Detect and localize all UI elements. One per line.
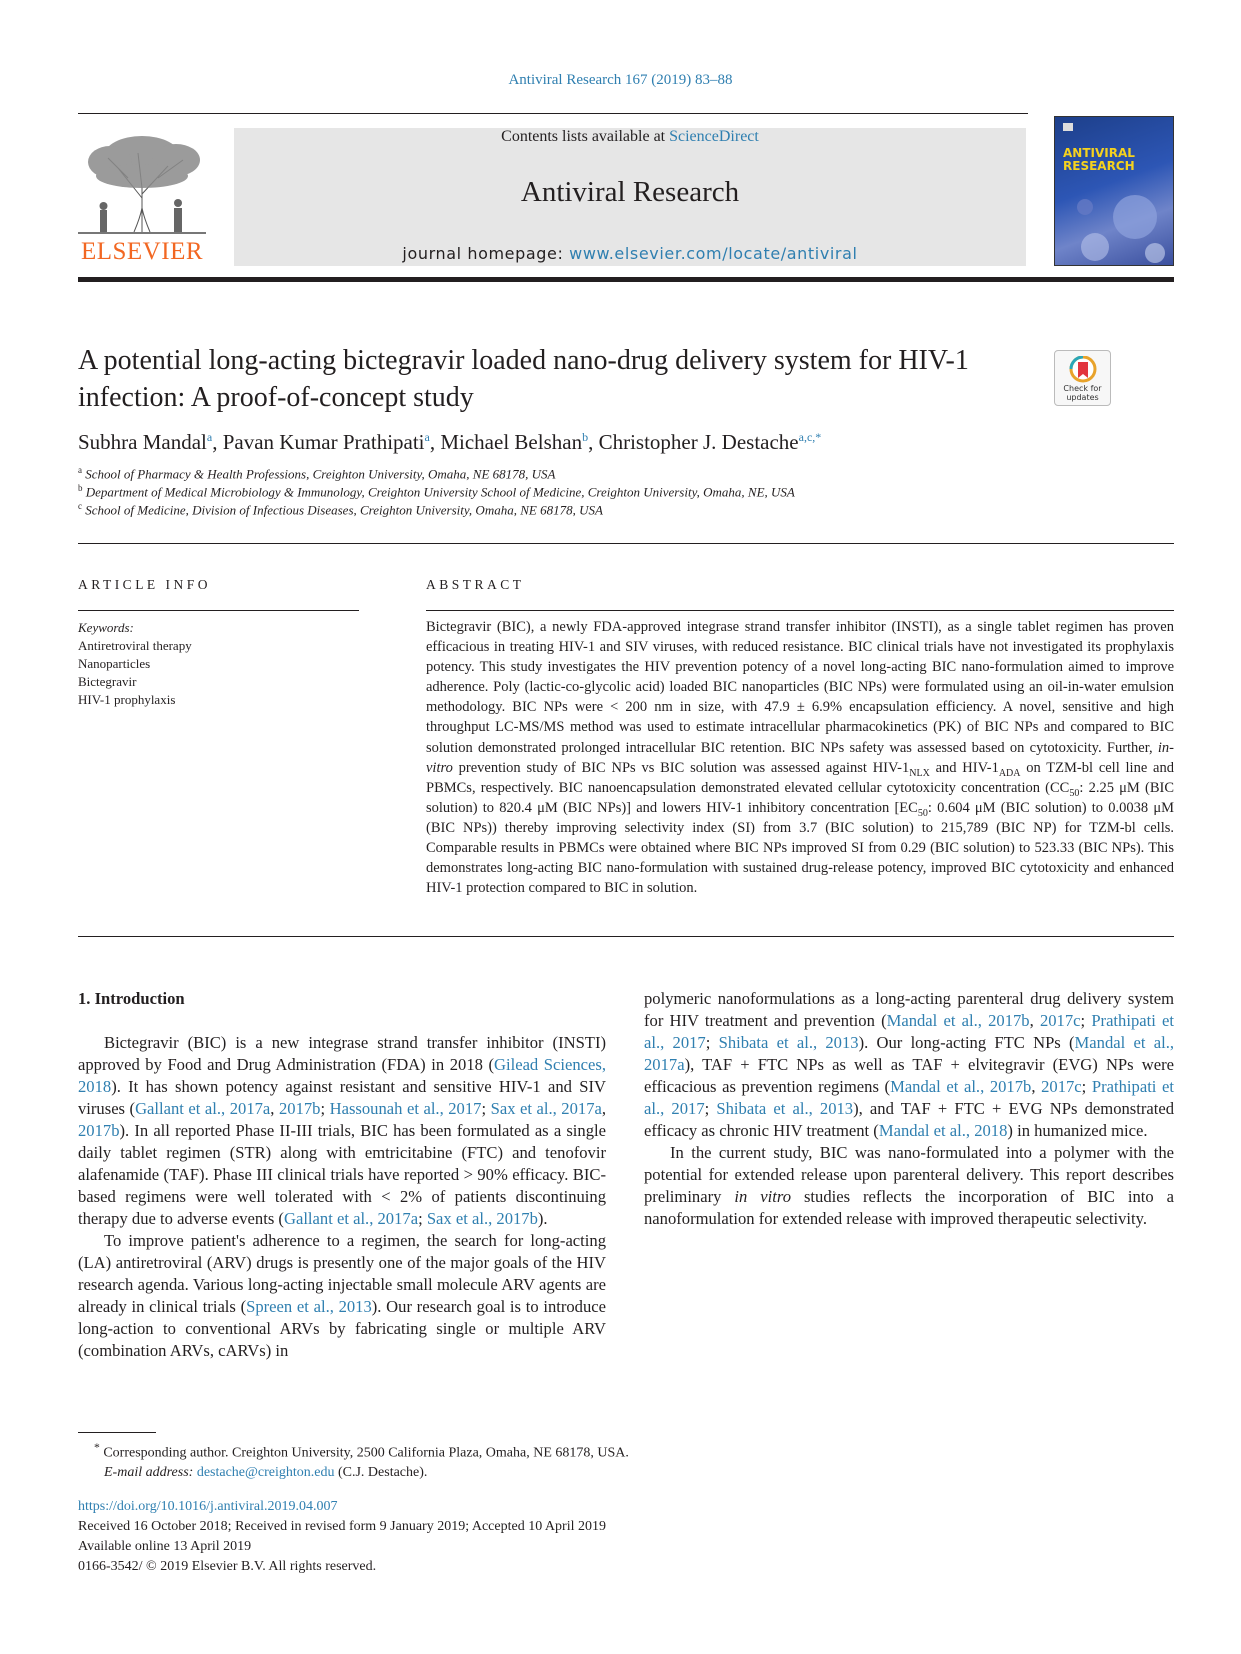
contents-prefix: Contents lists available at — [501, 128, 670, 145]
article-title: A potential long-acting bictegravir loaded nano-drug delivery system for HIV-1 infection: A proof-of-concept study — [78, 345, 969, 413]
sciencedirect-link[interactable]: ScienceDirect — [669, 128, 759, 145]
keyword[interactable]: Bictegravir — [78, 674, 137, 689]
affiliation-mark: c — [78, 501, 82, 511]
paragraph-text: To improve patient's adherence to a regimen, the search for long-acting (LA) antiretroviral (ARV) drugs is presently one of the major goals of the HIV research agenda. Various long-acting injectable small molecule ARV agents are already in clinical trials ( — [78, 1231, 606, 1316]
author-affil-mark[interactable]: b — [582, 430, 589, 444]
affiliation-mark: a — [78, 465, 82, 475]
body-column-right — [644, 988, 1174, 1230]
journal-cover-image[interactable] — [1054, 116, 1174, 266]
affiliation-text: School of Medicine, Division of Infectious Diseases, Creighton University, Omaha, NE 68178, USA — [85, 502, 603, 518]
citation-link[interactable]: Mandal et al., 2017a — [644, 1033, 1174, 1074]
elsevier-wordmark: ELSEVIER — [80, 238, 204, 265]
citation-link[interactable]: Gallant et al., 2017a — [283, 1209, 419, 1228]
article-info-heading: ARTICLE INFO — [78, 577, 212, 592]
abstract-subscript: 50 — [917, 807, 928, 819]
author-name[interactable]: Christopher J. Destache — [598, 430, 799, 454]
header-top-rule — [78, 113, 1028, 114]
keywords-label: Keywords: — [78, 620, 134, 635]
abstract-segment: and HIV-1 — [929, 759, 999, 776]
bookmark-badge-icon — [1069, 356, 1097, 386]
contents-line — [234, 128, 1026, 146]
abstract-segment: prevention study of BIC NPs vs BIC solution was assessed against HIV-1 — [452, 759, 910, 776]
affiliation-rule — [78, 543, 1174, 544]
affiliation-b — [78, 483, 1078, 500]
keyword[interactable]: HIV-1 prophylaxis — [78, 692, 176, 707]
received-dates: Received 16 October 2018; Received in revised form 9 January 2019; Accepted 10 April 2019 — [78, 1519, 606, 1534]
paragraph-text: ), and TAF + FTC + EVG NPs demonstrated efficacy as chronic HIV treatment ( — [644, 1099, 1175, 1140]
intro-paragraph-3 — [644, 1142, 1174, 1230]
paragraph-text: ). — [537, 1209, 548, 1228]
abstract-segment: : 0.604 μM (BIC solution) to 0.0038 μM (BIC NPs)) thereby improving selectivity index (SI) from 3.7 (BIC solution) to 215,789 (BIC NP) for TZM-bl cells. Comparable results in PBMCs were obtained where BIC NPs improved SI from 0.29 (BIC solution) to 523.33 (BIC NPs). This demonstrates long-acting BIC nano-formulation with sustained drug-release potency, improved BIC cytotoxicity and enhanced HIV-1 protection compared to BIC in solution. — [426, 799, 1174, 897]
author-name[interactable]: Subhra Mandal — [78, 430, 207, 454]
doi-link[interactable]: https://doi.org/10.1016/j.antiviral.2019.04.007 — [78, 1499, 338, 1514]
citation-link[interactable]: 2017c — [1039, 1011, 1081, 1030]
footnote-rule — [78, 1432, 156, 1433]
italic-text: in vitro — [734, 1187, 791, 1206]
citation-link[interactable]: Shibata et al., 2013 — [718, 1033, 859, 1052]
check-for-updates-label: Check for updates — [1063, 384, 1102, 402]
affiliation-text: School of Pharmacy & Health Professions, Creighton University, Omaha, NE 68178, USA — [85, 466, 556, 482]
keyword[interactable]: Antiretroviral therapy — [78, 638, 192, 653]
journal-banner — [234, 128, 1026, 266]
email-suffix: (C.J. Destache). — [334, 1464, 428, 1480]
paragraph-text: , — [1029, 1011, 1040, 1030]
citation-link[interactable]: Mandal et al., 2017b — [890, 1077, 1032, 1096]
abstract-end-rule — [78, 936, 1174, 937]
abstract-subscript: 50 — [1069, 787, 1080, 799]
cover-logo-icon — [1063, 123, 1073, 131]
paragraph-text: ; — [1080, 1011, 1092, 1030]
citation-link[interactable]: Mandal et al., 2018 — [878, 1121, 1008, 1140]
paragraph-text: , — [1031, 1077, 1042, 1096]
abstract-segment: Bictegravir (BIC), a newly FDA-approved integrase strand transfer inhibitor (INSTI), as a single tablet regimen has proven efficacious in treating HIV-1 and SIV viruses, with reduced resistance. BIC clinical trials have not investigated its prophylaxis potency. This study investigates the HIV prevention potency of a novel long-acting BIC nano-formulation aimed to improve adherence. Poly (lactic-co-glycolic acid) loaded BIC nanoparticles (BIC NPs) were formulated using an oil-in-water emulsion methodology. BIC NPs were < 200 nm in size, with 47.9 ± 6.9% encapsulation efficiency. A novel, sensitive and high throughput LC-MS/MS method was used to estimate intracellular pharmacokinetics (PK) of BIC NPs and compared to BIC solution demonstrated prolonged intracellular BIC retention. BIC NPs safety was assessed based on cytotoxicity. Further, — [426, 619, 1174, 756]
homepage-line — [234, 244, 1026, 263]
abstract-segment: : 2.25 μM (BIC solution) to 820.4 μM (BIC NPs)] and lowers HIV-1 inhibitory concentration [EC — [426, 779, 1174, 816]
author-affil-mark[interactable]: a — [206, 430, 213, 444]
paragraph-text: studies reflects the incorporation of BIC into a nanoformulation for extended release with improved therapeutic selectivity. — [644, 1187, 1175, 1228]
corresponding-author-text: Corresponding author. Creighton University, 2500 California Plaza, Omaha, NE 68178, USA. — [99, 1445, 629, 1461]
author-list: Subhra Mandal$^a$, Pavan Kumar Prathipati$^a$, Michael Belshan$^b$, Christopher J. Destache$^{a,c,*}$ — [78, 430, 822, 454]
affiliation-mark: b — [78, 483, 83, 493]
journal-name: Antiviral Research — [520, 176, 740, 208]
abstract-heading: ABSTRACT — [426, 577, 525, 592]
corresponding-author-note — [78, 1438, 1078, 1482]
citation-link[interactable]: Spreen et al., 2013 — [246, 1297, 372, 1316]
copyright-line: 0166-3542/ © 2019 Elsevier B.V. All rights reserved. — [78, 1559, 377, 1574]
citation-link[interactable]: Gilead Sciences, 2018 — [78, 1055, 606, 1096]
intro-paragraph-2 — [78, 1230, 606, 1362]
elsevier-logo — [78, 128, 206, 266]
affiliation-a — [78, 465, 1078, 482]
author-name[interactable]: Pavan Kumar Prathipati — [222, 430, 425, 454]
paragraph-text: ; — [704, 1099, 717, 1118]
header-thick-rule — [78, 277, 1174, 282]
abstract-text — [426, 617, 1174, 898]
author-name[interactable]: Michael Belshan — [440, 430, 583, 454]
citation-link[interactable]: Prathipati et al., 2017 — [644, 1077, 1174, 1118]
paragraph-text: polymeric nanoformulations as a long-acting parenteral drug delivery system for HIV treatment and prevention ( — [644, 989, 1174, 1030]
paragraph-text: ) in humanized mice. — [1007, 1121, 1148, 1140]
keywords-block — [78, 619, 358, 709]
journal-homepage-link[interactable]: www.elsevier.com/locate/antiviral — [569, 244, 858, 263]
citation-link[interactable]: 2017b — [78, 1121, 120, 1140]
citation-link[interactable]: Mandal et al., 2017b — [886, 1011, 1030, 1030]
cover-virus-art-icon — [1055, 177, 1174, 266]
paragraph-text: Bictegravir (BIC) is a new integrase strand transfer inhibitor (INSTI) approved by Food and Drug Administration (FDA) in 2018 ( — [78, 1033, 606, 1074]
intro-paragraph-2-continued — [644, 988, 1174, 1142]
email-label: E-mail address: — [104, 1464, 194, 1480]
section-heading-introduction: 1. Introduction — [78, 989, 185, 1008]
citation-link[interactable]: Prathipati et al., 2017 — [644, 1011, 1174, 1052]
journal-reference[interactable]: Antiviral Research 167 (2019) 83–88 — [508, 72, 733, 88]
affiliation-text: Department of Medical Microbiology & Immunology, Creighton University School of Medicine, Creighton University, Omaha, NE, USA — [85, 484, 795, 500]
available-online: Available online 13 April 2019 — [78, 1539, 252, 1554]
intro-paragraph-1 — [78, 1032, 606, 1230]
citation-link[interactable]: Sax et al., 2017a — [490, 1099, 602, 1118]
paragraph-text: , — [270, 1099, 279, 1118]
paragraph-text: ; — [705, 1033, 719, 1052]
paragraph-text: ). Our long-acting FTC NPs ( — [858, 1033, 1075, 1052]
paragraph-text: ). Our research goal is to introduce long-action to conventional ARVs by fabricating single or multiple ARV (combination ARVs, cARVs) in — [78, 1297, 606, 1360]
abstract-subscript: ADA — [998, 767, 1021, 779]
citation-link[interactable]: Shibata et al., 2013 — [716, 1099, 854, 1118]
paragraph-text: ; — [481, 1099, 491, 1118]
affiliation-c — [78, 501, 1078, 518]
abstract-italic: in-vitro — [426, 739, 1174, 776]
article-info-rule — [78, 610, 359, 611]
cover-title: ANTIVIRAL RESEARCH — [1063, 146, 1135, 173]
paragraph-text: ; — [320, 1099, 330, 1118]
footnote-mark: * — [94, 1441, 100, 1454]
author-affil-mark[interactable]: a — [424, 430, 430, 444]
check-for-updates-button[interactable] — [1054, 350, 1111, 406]
elsevier-tree-icon — [78, 128, 206, 236]
paragraph-text: ). It has shown potency against resistant and sensitive HIV-1 and SIV viruses ( — [78, 1077, 606, 1118]
paragraph-text: ). In all reported Phase II-III trials, BIC has been formulated as a single daily tablet regimen (STR) along with emtricitabine (FTC) and tenofovir alafenamide (TAF). Phase III clinical trials have reported > 90% efficacy. BIC-based regimens were well tolerated with < 2% of patients discontinuing therapy due to adverse events ( — [78, 1121, 606, 1228]
paragraph-text: ), TAF + FTC NPs as well as TAF + elvitegravir (EVG) NPs were efficacious as prevention regimens ( — [644, 1055, 1174, 1096]
paragraph-text: ; — [1081, 1077, 1092, 1096]
paragraph-text: , — [601, 1099, 607, 1118]
keyword[interactable]: Nanoparticles — [78, 656, 151, 671]
homepage-prefix: journal homepage: — [402, 244, 570, 263]
body-column-left — [78, 988, 606, 1362]
paragraph-text: In the current study, BIC was nano-formulated into a polymer with the potential for extended release upon parenteral delivery. This report describes preliminary — [644, 1143, 1174, 1206]
citation-link[interactable]: 2017c — [1041, 1077, 1082, 1096]
citation-link[interactable]: Sax et al., 2017b — [426, 1209, 538, 1228]
abstract-rule — [426, 610, 1174, 611]
abstract-segment: on TZM-bl cell line and PBMCs, respectively. BIC nanoencapsulation demonstrated elevated cellular cytotoxicity concentration (CC — [426, 759, 1174, 796]
citation-link[interactable]: 2017b — [278, 1099, 321, 1118]
citation-link[interactable]: Gallant et al., 2017a — [135, 1099, 271, 1118]
author-affil-mark[interactable]: a,c,* — [798, 430, 822, 444]
email-link[interactable]: destache@creighton.edu — [196, 1464, 335, 1480]
citation-link[interactable]: Hassounah et al., 2017 — [329, 1099, 482, 1118]
abstract-subscript: NLX — [909, 767, 930, 779]
paragraph-text: ; — [418, 1209, 427, 1228]
